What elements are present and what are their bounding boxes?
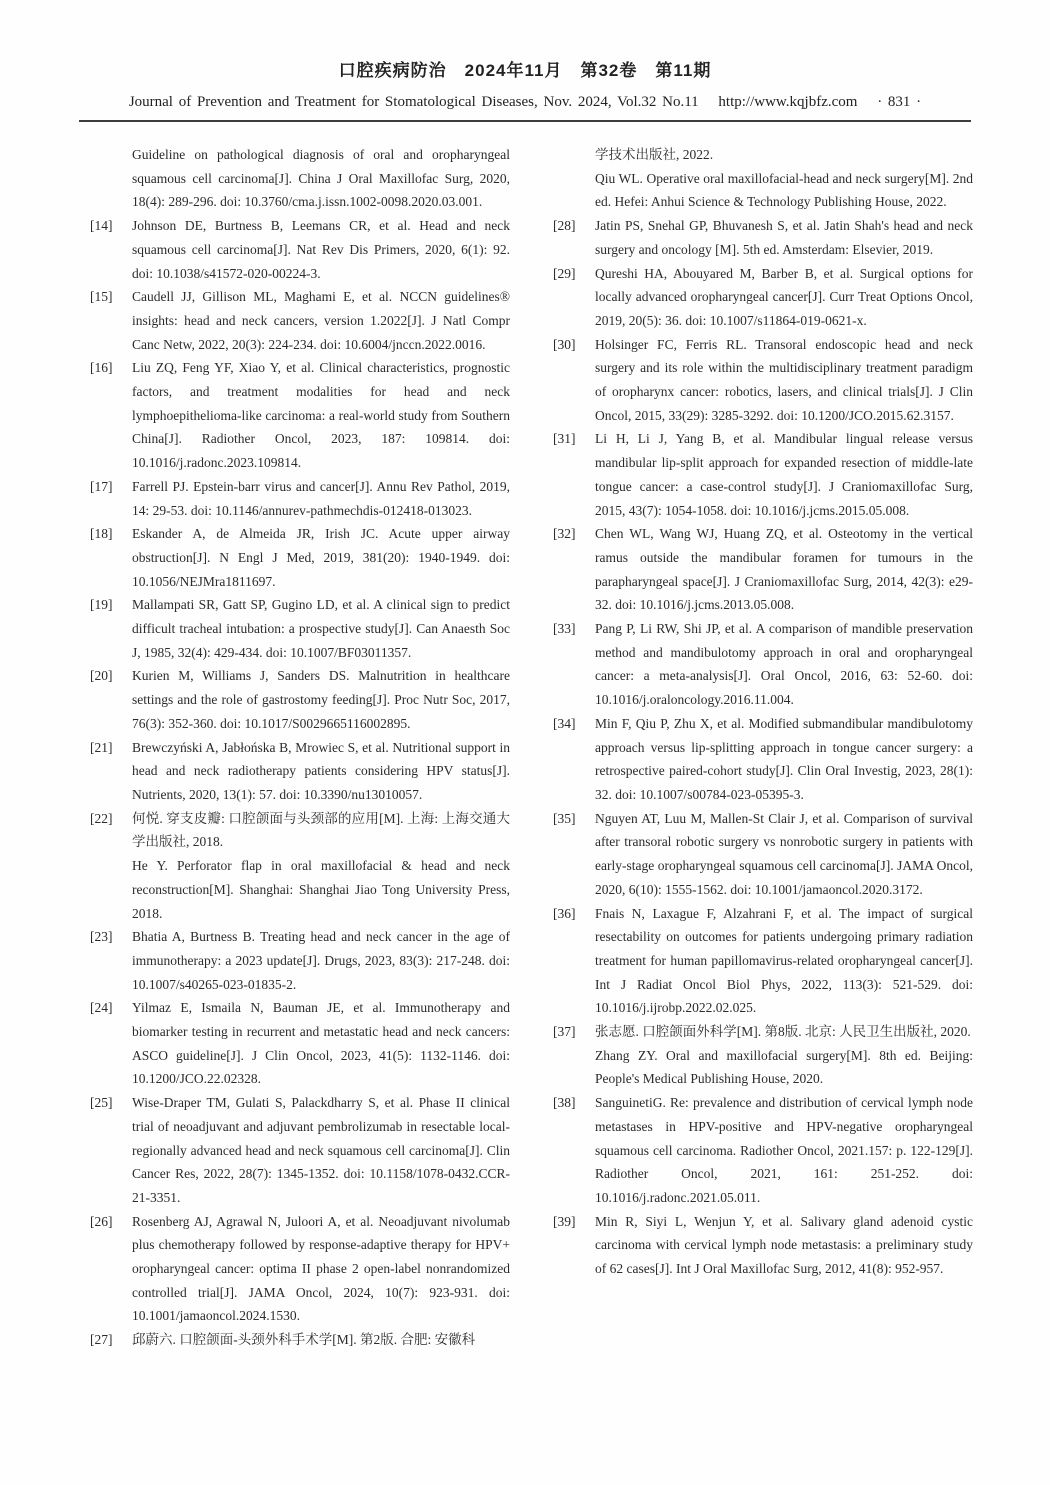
reference-item [90, 1091, 510, 1210]
reference-text: 学技术出版社, 2022. [595, 147, 714, 162]
reference-item [90, 285, 510, 356]
reference-number: [23] [90, 929, 113, 945]
reference-number: [39] [553, 1213, 576, 1229]
reference-text: Eskander A, de Almeida JR, Irish JC. Acute upper airway obstruction[J]. N Engl J Med, 2019, 381(20): 1940-1949. doi: 10.1056/NEJMra1811697. [132, 526, 510, 589]
reference-text: 何悦. 穿支皮瓣: 口腔颌面与头颈部的应用[M]. 上海: 上海交通大学出版社, 2018. [132, 810, 510, 850]
journal-header-english [0, 94, 1050, 111]
reference-item [90, 475, 510, 522]
reference-item [553, 262, 973, 333]
reference-text: Kurien M, Williams J, Sanders DS. Malnutrition in healthcare settings and the role of gastrostomy feeding[J]. Proc Nutr Soc, 2017, 76(3): 352-360. doi: 10.1017/S0029665116002895. [132, 668, 510, 731]
reference-text: SanguinetiG. Re: prevalence and distribution of cervical lymph node metastases in HPV-positive and HPV-negative oropharyngeal squamous cell carcinoma. Radiother Oncol, 2021.157: p. 122-129[J]. Radiother Oncol, 2021, 161: 251-252. doi: 10.1016/j.radonc.2021.05.011. [595, 1095, 973, 1205]
reference-text: 张志愿. 口腔颌面外科学[M]. 第8版. 北京: 人民卫生出版社, 2020. [595, 1024, 971, 1040]
reference-item [553, 427, 973, 522]
reference-number: [38] [553, 1095, 576, 1111]
reference-number: [18] [90, 526, 113, 542]
reference-item [553, 807, 973, 902]
reference-item [90, 925, 510, 996]
reference-item [90, 996, 510, 1091]
reference-text: Li H, Li J, Yang B, et al. Mandibular lingual release versus mandibular lip-split approach for expanded resection of middle-late tongue cancer: a case-control study[J]. J Craniomaxillofac Surg, 2015, 43(7): 1054-1058. doi: 10.1016/j.jcms.2015.05.008. [595, 431, 973, 518]
references-right-column [553, 143, 973, 1352]
reference-number: [32] [553, 526, 576, 542]
references-left-column [90, 143, 510, 1352]
reference-item [90, 214, 510, 285]
reference-text: Min R, Siyi L, Wenjun Y, et al. Salivary gland adenoid cystic carcinoma with cervical lymph node metastasis: a preliminary study of 62 cases[J]. Int J Oral Maxillofac Surg, 2012, 41(8): 952-957. [595, 1213, 973, 1277]
reference-number: [16] [90, 360, 113, 376]
reference-item [553, 712, 973, 807]
reference-text: Farrell PJ. Epstein-barr virus and cancer[J]. Annu Rev Pathol, 2019, 14: 29-53. doi: 10.1146/annurev-pathmechdis-012418-013023. [132, 478, 510, 518]
reference-text: Zhang ZY. Oral and maxillofacial surgery[M]. 8th ed. Beijing: People's Medical Publishing House, 2020. [595, 1047, 973, 1087]
reference-text: Liu ZQ, Feng YF, Xiao Y, et al. Clinical characteristics, prognostic factors, and treatment modalities for head and neck lymphoepithelioma-like carcinoma: a real-world study from Southern China[J]. Radiother Oncol, 2023, 187: 109814. doi: 10.1016/j.radonc.2023.109814. [132, 360, 510, 471]
reference-text: Chen WL, Wang WJ, Huang ZQ, et al. Osteotomy in the vertical ramus outside the mandibular foramen for tumours in the parapharyngeal space[J]. J Craniomaxillofac Surg, 2014, 42(3): e29-32. doi: 10.1016/j.jcms.2013.05.008. [595, 526, 973, 613]
reference-text: Guideline on pathological diagnosis of oral and oropharyngeal squamous cell carcinoma[J]. China J Oral Maxillofac Surg, 2020, 18(4): 289-296. doi: 10.3760/cma.j.issn.1002-0098.2020.03.001. [132, 147, 510, 210]
reference-item [553, 1091, 973, 1210]
reference-number: [27] [90, 1332, 113, 1348]
reference-number: [20] [90, 668, 113, 684]
reference-number: [15] [90, 289, 113, 305]
journal-title-chinese: 口腔疾病防治 2024年11月 第32卷 第11期 [338, 61, 712, 80]
reference-number: [14] [90, 218, 113, 234]
reference-text: Min F, Qiu P, Zhu X, et al. Modified submandibular mandibulotomy approach versus lip-splitting approach in tongue cancer surgery: a retrospective paired-cohort study[J]. Clin Oral Investig, 2023, 28(1): 32. doi: 10.1007/s00784-023-05395-3. [595, 715, 973, 802]
reference-number: [28] [553, 218, 576, 234]
reference-text: Fnais N, Laxague F, Alzahrani F, et al. The impact of surgical resectability on outcomes for patients undergoing primary radiation treatment for human papillomavirus-related oropharyngeal cancer[J]. Int J Radiat Oncol Biol Phys, 2022, 113(3): 521-529. doi: 10.1016/j.ijrobp.2022.02.025. [595, 905, 973, 1016]
reference-item [553, 214, 973, 261]
reference-text: Mallampati SR, Gatt SP, Gugino LD, et al. A clinical sign to predict difficult tracheal intubation: a prospective study[J]. Can Anaesth Soc J, 1985, 32(4): 429-434. doi: 10.1007/BF03011357. [132, 597, 510, 660]
reference-number: [35] [553, 810, 576, 826]
reference-item [90, 807, 510, 854]
reference-number: [22] [90, 810, 113, 826]
reference-number: [33] [553, 621, 576, 637]
reference-text: Holsinger FC, Ferris RL. Transoral endoscopic head and neck surgery and its role within the multidisciplinary treatment paradigm of oropharynx cancer: robotics, lasers, and clinical trials[J]. J Clin Oncol, 2015, 33(29): 3285-3292. doi: 10.1200/JCO.2015.62.3157. [595, 336, 973, 423]
reference-number: [36] [553, 905, 576, 921]
reference-item [90, 593, 510, 664]
reference-number: [31] [553, 431, 576, 447]
reference-item [553, 333, 973, 428]
reference-item [90, 736, 510, 807]
reference-number: [24] [90, 1000, 113, 1016]
page-number: · 831 · [877, 94, 922, 110]
page-header [0, 0, 1050, 122]
reference-number: [37] [553, 1024, 576, 1040]
reference-item [553, 1044, 973, 1091]
reference-item [90, 522, 510, 593]
reference-text: Qiu WL. Operative oral maxillofacial-head and neck surgery[M]. 2nd ed. Hefei: Anhui Science & Technology Publishing House, 2022. [595, 170, 973, 210]
reference-text: Brewczyński A, Jabłońska B, Mrowiec S, et al. Nutritional support in head and neck radiotherapy patients considering HPV status[J]. Nutrients, 2020, 13(1): 57. doi: 10.3390/nu13010057. [132, 739, 510, 802]
reference-item [553, 902, 973, 1021]
reference-item [90, 854, 510, 925]
journal-title-english: Journal of Prevention and Treatment for Stomatological Diseases, Nov. 2024, Vol.32 No.11 [128, 94, 699, 110]
reference-number: [19] [90, 597, 113, 613]
reference-item [553, 1210, 973, 1281]
reference-item [90, 1328, 510, 1352]
reference-number: [30] [553, 336, 576, 352]
reference-text: Johnson DE, Burtness B, Leemans CR, et al. Head and neck squamous cell carcinoma[J]. Nat Rev Dis Primers, 2020, 6(1): 92. doi: 10.1038/s41572-020-00224-3. [132, 218, 510, 281]
reference-number: [17] [90, 478, 113, 494]
reference-number: [34] [553, 715, 576, 731]
reference-number: [25] [90, 1095, 113, 1111]
reference-text: Nguyen AT, Luu M, Mallen-St Clair J, et al. Comparison of survival after transoral robotic surgery vs nonrobotic surgery in patients with early-stage oropharyngeal squamous cell carcinoma[J]. JAMA Oncol, 2020, 6(10): 1555-1562. doi: 10.1001/jamaoncol.2020.3172. [595, 810, 973, 897]
journal-url: http://www.kqjbfz.com [718, 94, 858, 110]
reference-text: Caudell JJ, Gillison ML, Maghami E, et al. NCCN guidelines® insights: head and neck cancers, version 1.2022[J]. J Natl Compr Canc Netw, 2022, 20(3): 224-234. doi: 10.6004/jnccn.2022.0016. [132, 289, 510, 352]
reference-list [0, 122, 1050, 1352]
reference-text: Rosenberg AJ, Agrawal N, Juloori A, et al. Neoadjuvant nivolumab plus chemotherapy followed by response-adaptive therapy for HPV+ oropharyngeal cancer: optima II phase 2 open-label nonrandomized controlled trial[J]. JAMA Oncol, 2024, 10(7): 923-931. doi: 10.1001/jamaoncol.2024.1530. [132, 1213, 510, 1324]
reference-item [90, 356, 510, 475]
reference-text: 邱蔚六. 口腔颌面-头颈外科手术学[M]. 第2版. 合肥: 安徽科 [132, 1332, 476, 1348]
reference-text: Jatin PS, Snehal GP, Bhuvanesh S, et al. Jatin Shah's head and neck surgery and oncology [M]. 5th ed. Amsterdam: Elsevier, 2019. [595, 218, 973, 257]
reference-item [90, 143, 510, 214]
reference-text: Bhatia A, Burtness B. Treating head and neck cancer in the age of immunotherapy: a 2023 update[J]. Drugs, 2023, 83(3): 217-248. doi: 10.1007/s40265-023-01835-2. [132, 929, 510, 992]
reference-item [553, 143, 973, 167]
reference-item [553, 617, 973, 712]
reference-item [90, 664, 510, 735]
reference-text: Qureshi HA, Abouyared M, Barber B, et al. Surgical options for locally advanced oropharyngeal cancer[J]. Curr Treat Options Oncol, 2019, 20(5): 36. doi: 10.1007/s11864-019-0621-x. [595, 265, 973, 328]
reference-text: Yilmaz E, Ismaila N, Bauman JE, et al. Immunotherapy and biomarker testing in recurrent and metastatic head and neck cancers: ASCO guideline[J]. J Clin Oncol, 2023, 41(5): 1132-1146. doi: 10.1200/JCO.22.02328. [132, 1000, 510, 1087]
reference-item [90, 1210, 510, 1329]
reference-text: Wise-Draper TM, Gulati S, Palackdharry S, et al. Phase II clinical trial of neoadjuvant and adjuvant pembrolizumab in resectable local-regionally advanced head and neck squamous cell carcinoma[J]. Clin Cancer Res, 2022, 28(7): 1345-1352. doi: 10.1158/1078-0432.CCR-21-3351. [132, 1095, 510, 1205]
reference-number: [21] [90, 739, 113, 755]
reference-text: He Y. Perforator flap in oral maxillofacial & head and neck reconstruction[M]. Shanghai: Shanghai Jiao Tong University Press, 2018. [132, 858, 510, 921]
reference-item [553, 1020, 973, 1044]
reference-number: [26] [90, 1213, 113, 1229]
reference-text: Pang P, Li RW, Shi JP, et al. A comparison of mandible preservation method and mandibulotomy approach in oral and oropharyngeal cancer: a meta-analysis[J]. Oral Oncol, 2016, 63: 52-60. doi: 10.1016/j.oraloncology.2016.11.004. [595, 621, 973, 708]
reference-item [553, 522, 973, 617]
reference-number: [29] [553, 265, 576, 281]
reference-item [553, 167, 973, 214]
